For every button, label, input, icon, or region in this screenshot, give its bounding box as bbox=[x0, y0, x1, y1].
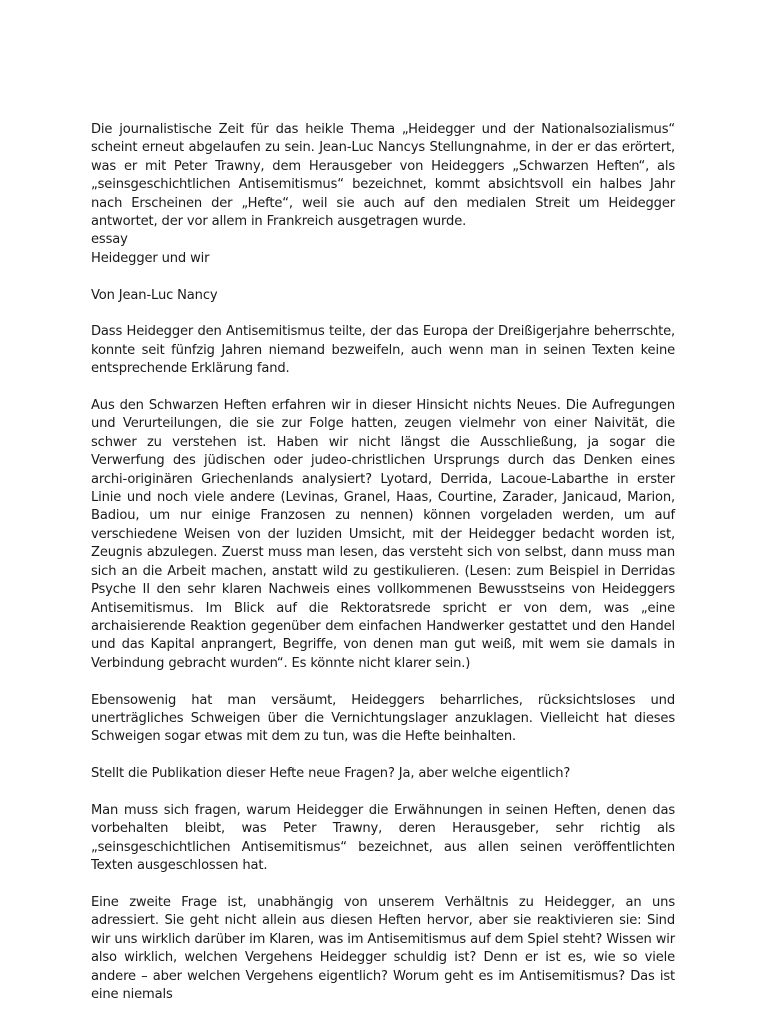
spacer bbox=[91, 268, 675, 286]
category-label: essay bbox=[91, 232, 128, 248]
document-page bbox=[91, 121, 675, 1023]
body-paragraph: Stellt die Publikation dieser Hefte neue Fragen? Ja, aber welche eigentlich? bbox=[91, 766, 571, 782]
body-paragraph: Aus den Schwarzen Heften erfahren wir in dieser Hinsicht nichts Neues. Die Aufregungen und Verurteilungen, die sie zur Folge hatten, zeugen vielmehr von einer Naivität, die schwer zu verstehen ist. Haben wir nicht längst die Ausschließung, ja sogar die Verwerfung des jüdischen oder judeo-christlichen Ursprungs durch das Denken eines archi-originären Griechenlands analysiert? Lyotard, Derrida, Lacoue-Labarthe in erster Linie und noch viele andere (Levinas, Granel, Haas, Courtine, Zarader, Janicaud, Marion, Badiou, um nur einige Franzosen zu nennen) können vorgeladen werden, um auf verschiedene Weisen von der luziden Umsicht, mit der Heidegger bedacht worden ist, Zeugnis abzulegen. Zuerst muss man lesen, das versteht sich von selbst, dann muss man sich an die Arbeit machen, anstatt wild zu gestikulieren. (Lesen: zum Beispiel in Derridas Psyche II den sehr klaren Nachweis eines vollkommenen Bewusstseins von Heideggers Antisemitismus. Im Blick auf die Rektoratsrede spricht er von dem, was „eine archaisierende Reaktion gegenüber dem einfachen Handwerker gestattet und den Handel und das Kapital anprangert, Begriffe, von denen man gut weiß, mit wem sie damals in Verbindung gebracht wurden“. Es könnte nicht klarer sein.) bbox=[91, 398, 675, 671]
spacer bbox=[91, 305, 675, 323]
author-byline: Von Jean-Luc Nancy bbox=[91, 287, 218, 303]
body-paragraph: Eine zweite Frage ist, unabhängig von unserem Verhältnis zu Heidegger, an uns adressiert. Sie geht nicht allein aus diesen Heften hervor, aber sie reaktivieren sie: Sind wir uns wirklich darüber im Klaren, was im Antisemitismus auf dem Spiel steht? Wissen wir also wirklich, welchen Vergehens Heidegger schuldig ist? Denn er ist es, wie so viele andere – aber welchen Vergehens eigentlich? Worum geht es im Antisemitismus? Das ist eine niemals bbox=[91, 894, 675, 1002]
intro-paragraph: Die journalistische Zeit für das heikle Thema „Heidegger und der Nationalsozialismus“ scheint erneut abgelaufen zu sein. Jean-Luc Nancys Stellungnahme, in der er das erörtert, was er mit Peter Trawny, dem Herausgeber von Heideggers „Schwarzen Heften“, als „seinsgeschichtlichen Antisemitismus“ bezeichnet, kommt absichtsvoll ein halbes Jahr nach Erscheinen der „Hefte“, weil sie auch auf den medialen Streit um Heidegger antwortet, der vor allem in Frankreich ausgetragen wurde. bbox=[91, 122, 675, 230]
body-paragraph: Ebensowenig hat man versäumt, Heideggers beharrliches, rücksichtsloses und unerträgliches Schweigen über die Vernichtungslager anzuklagen. Vielleicht hat dieses Schweigen sogar etwas mit dem zu tun, was die Hefte beinhalten. bbox=[91, 692, 675, 745]
article-title: Heidegger und wir bbox=[91, 250, 210, 266]
body-paragraph: Man muss sich fragen, warum Heidegger die Erwähnungen in seinen Heften, denen das vorbehalten bleibt, was Peter Trawny, deren Herausgeber, sehr richtig als „seinsgeschichtlichen Antisemitismus“ bezeichnet, aus allen seinen veröffentlichten Texten ausgeschlossen hat. bbox=[91, 802, 675, 874]
body-paragraph: Dass Heidegger den Antisemitismus teilte, der das Europa der Dreißigerjahre beherrschte, konnte seit fünfzig Jahren niemand bezweifeln, auch wenn man in seinen Texten keine entsprechende Erklärung fand. bbox=[91, 324, 675, 377]
